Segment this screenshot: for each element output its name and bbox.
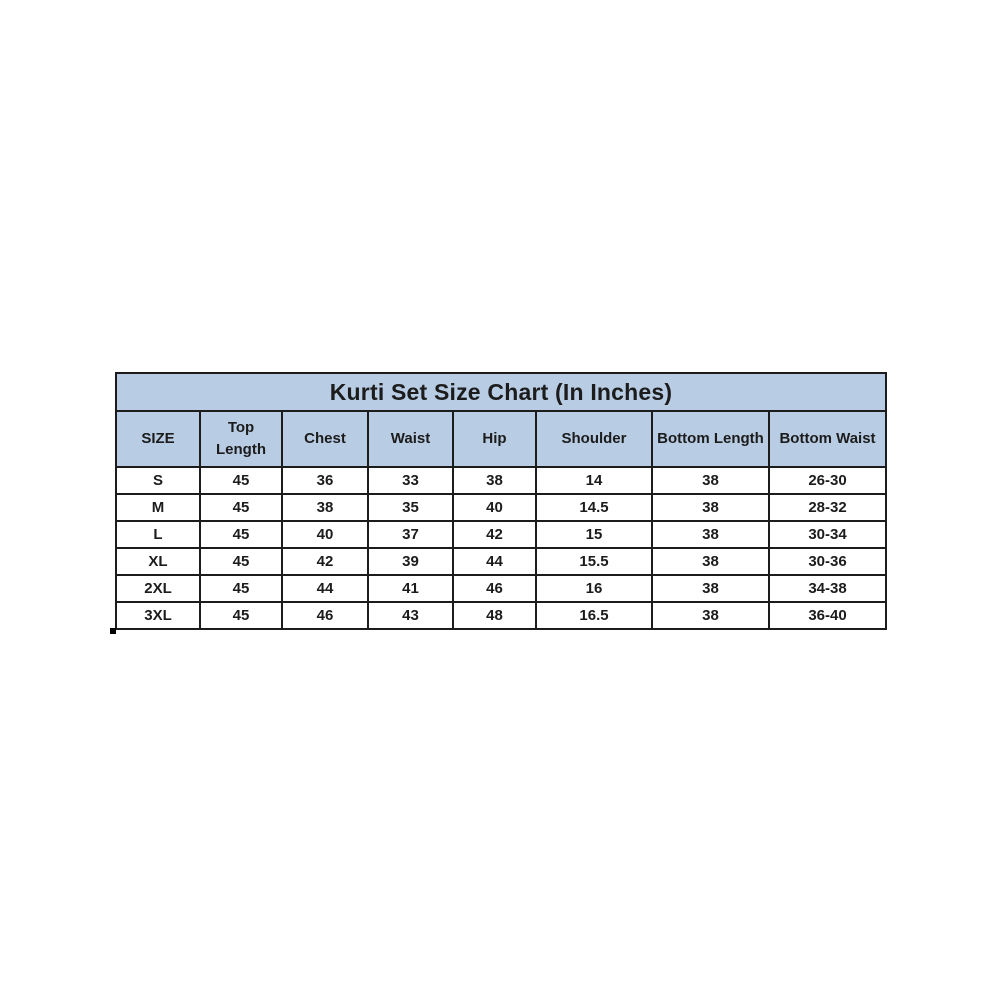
data-cell: 38 <box>453 467 536 494</box>
data-cell: 38 <box>282 494 368 521</box>
data-cell: 38 <box>652 548 769 575</box>
data-cell: 36-40 <box>769 602 886 629</box>
data-cell: 45 <box>200 602 282 629</box>
title-row <box>116 373 886 411</box>
table-row-s <box>116 467 886 494</box>
data-cell: 46 <box>453 575 536 602</box>
data-cell: 16 <box>536 575 652 602</box>
data-cell: 34-38 <box>769 575 886 602</box>
size-cell: S <box>116 467 200 494</box>
table-row-3xl <box>116 602 886 629</box>
size-cell: XL <box>116 548 200 575</box>
data-cell: 44 <box>282 575 368 602</box>
data-cell: 38 <box>652 467 769 494</box>
column-header-chest: Chest <box>282 411 368 467</box>
data-cell: 30-36 <box>769 548 886 575</box>
size-chart-table <box>115 372 887 630</box>
data-cell: 38 <box>652 602 769 629</box>
data-cell: 42 <box>282 548 368 575</box>
chart-title: Kurti Set Size Chart (In Inches) <box>116 373 886 411</box>
data-cell: 45 <box>200 548 282 575</box>
size-cell: 3XL <box>116 602 200 629</box>
data-cell: 46 <box>282 602 368 629</box>
table-row-2xl <box>116 575 886 602</box>
table-row-l <box>116 521 886 548</box>
data-cell: 38 <box>652 494 769 521</box>
data-cell: 15.5 <box>536 548 652 575</box>
data-cell: 48 <box>453 602 536 629</box>
data-cell: 40 <box>282 521 368 548</box>
data-cell: 14 <box>536 467 652 494</box>
size-cell: M <box>116 494 200 521</box>
data-cell: 33 <box>368 467 453 494</box>
data-cell: 45 <box>200 467 282 494</box>
column-header-size: SIZE <box>116 411 200 467</box>
data-cell: 39 <box>368 548 453 575</box>
data-cell: 44 <box>453 548 536 575</box>
column-header-waist: Waist <box>368 411 453 467</box>
data-cell: 35 <box>368 494 453 521</box>
data-cell: 38 <box>652 575 769 602</box>
header-row <box>116 411 886 467</box>
size-cell: 2XL <box>116 575 200 602</box>
column-header-bottom-waist: Bottom Waist <box>769 411 886 467</box>
data-cell: 14.5 <box>536 494 652 521</box>
data-cell: 30-34 <box>769 521 886 548</box>
data-cell: 45 <box>200 575 282 602</box>
size-cell: L <box>116 521 200 548</box>
data-cell: 26-30 <box>769 467 886 494</box>
data-cell: 41 <box>368 575 453 602</box>
data-cell: 42 <box>453 521 536 548</box>
data-cell: 45 <box>200 521 282 548</box>
data-cell: 43 <box>368 602 453 629</box>
data-cell: 28-32 <box>769 494 886 521</box>
size-chart-container <box>115 372 885 630</box>
table-row-m <box>116 494 886 521</box>
column-header-hip: Hip <box>453 411 536 467</box>
corner-handle-artifact <box>110 628 116 634</box>
data-cell: 37 <box>368 521 453 548</box>
data-cell: 15 <box>536 521 652 548</box>
data-cell: 38 <box>652 521 769 548</box>
data-cell: 40 <box>453 494 536 521</box>
data-cell: 36 <box>282 467 368 494</box>
column-header-bottom-length: Bottom Length <box>652 411 769 467</box>
table-row-xl <box>116 548 886 575</box>
data-cell: 16.5 <box>536 602 652 629</box>
data-cell: 45 <box>200 494 282 521</box>
column-header-top-length: Top Length <box>200 411 282 467</box>
column-header-shoulder: Shoulder <box>536 411 652 467</box>
